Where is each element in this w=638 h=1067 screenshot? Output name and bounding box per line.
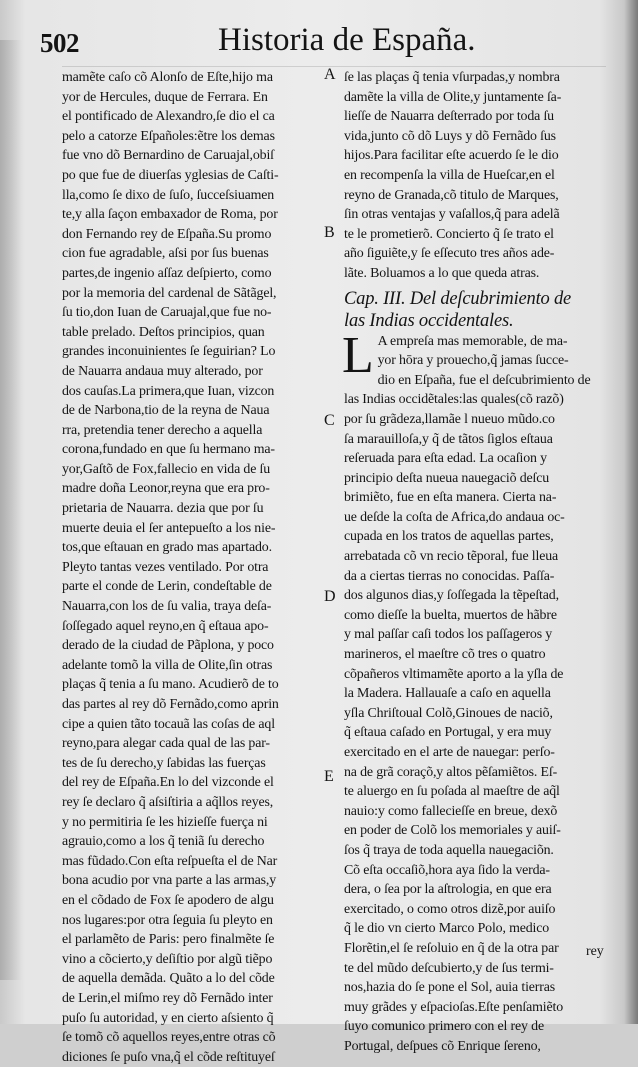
text-line: exercitado en el arte de nauegar: perſo- (344, 745, 555, 760)
text-line: don Fernando rey de Eſpaña.Su promo (62, 226, 272, 242)
page-header (40, 22, 600, 62)
text-line: brimiẽto, fue en eſta manera. Cierta na- (344, 490, 557, 506)
text-line: principio deſta nueua nauegaciõ deſcu (344, 470, 550, 486)
text-line: corona,fundado en que ſu hermano ma- (62, 442, 275, 458)
text-line: reſeruada para eſta edad. La ocaſion y (344, 451, 547, 467)
text-line: lieſſe de Nauarra deſterrado por toda ſu (344, 109, 554, 125)
text-line: na de grã coraçõ,y altos pẽſamiẽtos. Eſ- (344, 764, 558, 780)
text-line: yor,Gaſtõ de Fox,fallecio en vida de ſu (62, 461, 271, 477)
text-line: tes de ſu derecho,y ſabidas las fuerças (62, 755, 266, 771)
chapter-heading-line: Cap. III. Del deſcubrimiento de (344, 288, 572, 309)
text-line: y no permitiria ſe les hizieſſe fuerça ni (62, 814, 268, 830)
text-line: la Madera. Hallauaſe a caſo en aquella (344, 686, 551, 702)
text-line: nauio:y como fallecieſſe en breue, dexõ (344, 803, 558, 819)
text-line: prietaria de Nauarra. dezia que por ſu (62, 501, 264, 517)
text-line: del rey de Eſpaña.En lo del vizconde el (62, 775, 274, 791)
text-line: por ſu grãdeza,llamãe l nueuo mũdo.co (344, 411, 555, 427)
text-line: Portugal, deſpues cõ Enrique ſereno, (344, 1038, 541, 1054)
text-line: parte el conde de Lerin, condeſtable de (62, 579, 272, 595)
text-line: como dieſſe la buelta, muertos de hãbre (344, 607, 557, 623)
text-line: dos algunos dias,y ſoſſegada la tẽpeſtad, (344, 588, 559, 604)
text-line: lla,como ſe dixo de ſuſo, ſucceſsiuamen (62, 187, 275, 203)
margin-letter-e: E (324, 768, 334, 785)
text-line: en el cõdado de Fox ſe apodero de algu (62, 892, 274, 908)
text-line: marineros, el maeſtre cõ tres o quatro (344, 647, 546, 663)
text-line: puſo ſu autoridad, y en cierto aſsiento q̃ (62, 1010, 274, 1026)
text-line: grandes inconuinientes ſe ſeguirian? Lo (62, 344, 276, 360)
text-line: muerte deuia el ſer antepueſto a los nie- (62, 520, 276, 536)
text-line: dera, o ſea por la aſtrologia, en que era (344, 882, 552, 898)
text-line: te,y alla ſaçon embaxador de Roma, por (62, 207, 278, 223)
text-line: ſa marauilloſa,y q̃ de tãtos ſiglos eſtaua (344, 431, 553, 447)
text-line: y mal paſſar caſi todos los paſſageros y (344, 627, 553, 643)
text-line: reyno,para alegar cada qual de las par- (62, 736, 270, 752)
text-line: exercitado, o como otros dizẽ,por auiſo (344, 901, 556, 917)
text-line: el parlamẽto de Paris: pero finalmẽte ſe (62, 932, 275, 948)
text-line: mamẽte caſo cõ Alonſo de Eſte,hijo ma (62, 70, 273, 85)
text-line: Pleyto tantas vezes ventilado. Por otra (62, 559, 269, 575)
left-column (62, 68, 320, 1067)
text-line: nos lugares:por otra ſeguia ſu pleyto en (62, 912, 273, 928)
text-line: ſuyo comunico primero con el rey de (344, 1019, 544, 1035)
text-line: Florẽtin,el ſe reſoluio en q̃ de la otra par (344, 940, 559, 956)
text-line: partes,de ingenio aſſaz deſpierto, como (62, 265, 272, 281)
text-line: de Nauarra andaua muy alterado, por (62, 363, 263, 379)
text-line: bona acudio por vna parte a las armas,y (62, 873, 276, 889)
text-line: damẽte la villa de Olite,y juntamente ſa- (344, 89, 562, 105)
text-line: cipe a quien tãto tocauã las coſas de aql (62, 716, 275, 732)
text-line: diciones ſe puſo vna,q̃ el cõde reſtituyeſ (62, 1049, 275, 1065)
text-line: muy grãdes y eſpacioſas.Eſte penſamiẽto (344, 999, 564, 1015)
margin-letter-c: C (324, 412, 335, 429)
text-line: nos,hazia do ſe pone el Sol, auia tierras (344, 980, 556, 996)
text-line: Cõ eſta occaſiõ,hora aya ſido la verda- (344, 862, 550, 878)
text-line: en poder de Colõ los memoriales y auiſ- (344, 823, 561, 839)
text-line: el pontificado de Alexandro,ſe dio el ca (62, 109, 275, 125)
text-line: ſoſſegado aquel reyno,en q̃ eſtaua apo- (62, 618, 269, 634)
text-line: rey ſe declaro q̃ aſsiſtiria a aq̃llos reyes, (62, 794, 274, 810)
text-line: lãte. Boluamos a lo que queda atras. (344, 265, 540, 281)
text-line: q̃ eſtaua caſado en Portugal, y era muy (344, 725, 552, 741)
text-line: q̃ le dio vn cierto Marco Polo, medico (344, 921, 550, 937)
text-line: da a ciertas tierras no conocidas. Paſſa- (344, 568, 555, 584)
right-column-continuation (344, 68, 598, 284)
text-line: Nauarra,con los de ſu valia, traya deſa- (62, 599, 272, 615)
chapter-heading (344, 288, 598, 332)
text-line: ſin otras ventajas y vaſallos,q̃ para adelã (344, 207, 560, 223)
margin-letter-b: B (324, 224, 335, 241)
text-line: las Indias occidẽtales:las quales(cõ razõ) (344, 392, 564, 408)
text-line: arrebatada cõ vn recio tẽporal, fue lleua (344, 549, 559, 565)
text-line: agrauio,como a los q̃ teniã ſu derecho (62, 834, 265, 850)
text-line: dio en Eſpaña, fue el deſcubrimiento de (377, 372, 591, 388)
text-line: de aquella demãda. Quãto a lo del cõde (62, 971, 275, 987)
page-number: 502 (40, 28, 79, 58)
chapter-heading-line: las Indias occidentales. (344, 310, 514, 331)
gutter-shadow (624, 0, 638, 1024)
drop-cap-lines (344, 332, 598, 371)
right-column (344, 68, 598, 1057)
text-line: ſu tio,don Iuan de Caruajal,que fue no- (62, 305, 272, 321)
text-line: vino a cõcierto,y deſiſtio por algũ tiẽpo (62, 951, 273, 967)
text-line: yor hōra y prouecho,q̃ jamas ſucce- (377, 353, 569, 369)
text-line: madre doña Leonor,reyna que era pro- (62, 481, 270, 497)
text-line: cupada en los tratos de aquellas partes, (344, 529, 554, 545)
right-column-body (344, 371, 598, 1057)
text-line: ſos q̃ traya de toda aquella nauegaciõn. (344, 842, 554, 858)
text-line: cõpañeros vltimamẽte aporto a la yſla de (344, 666, 564, 682)
text-line: por la memoria del cardenal de Sãtãgel, (62, 285, 277, 301)
text-line: A empreſa mas memorable, de ma- (377, 333, 568, 349)
text-line: fue vno dõ Bernardino de Caruajal,obiſ (62, 148, 274, 164)
text-line: rra, pretendia tener derecho a aquella (62, 422, 263, 438)
text-line: ſe las plaças q̃ tenia vſurpadas,y nombra (344, 70, 560, 85)
text-line: te del mũdo deſcubierto,y de ſus termi- (344, 960, 554, 976)
margin-letter-d: D (324, 588, 336, 605)
text-line: tos,que eſtauan en grado mas apartado. (62, 540, 272, 556)
text-line: vida,junto cõ dõ Luys y dõ Fernãdo ſus (344, 128, 556, 144)
text-line: cion fue agradable, aſsi por ſus buenas (62, 246, 269, 262)
text-line: yor de Hercules, duque de Ferrara. En (62, 89, 268, 105)
page-edge-shadow (0, 40, 22, 980)
text-line: reyno de Granada,cõ titulo de Marques, (344, 187, 559, 203)
text-line: das partes al rey dõ Fernãdo,como aprin (62, 697, 279, 712)
text-line: de Lerin,el miſmo rey dõ Fernãdo inter (62, 990, 273, 1006)
text-line: de de Narbona,tio de la reyna de Naua (62, 403, 270, 419)
margin-letter-a: A (324, 66, 336, 83)
text-line: ue deſde la coſta de Africa,do andaua oc- (344, 509, 565, 525)
drop-cap: L (342, 326, 374, 384)
text-line: po que fue de diuerſas yglesias de Caſti- (62, 167, 279, 183)
text-line: ſe tomõ cõ aquellos reyes,entre otras cõ (62, 1030, 276, 1046)
text-line: mas fũdado.Con eſta reſpueſta el de Nar (62, 853, 278, 869)
text-line: en recompenſa la villa de Hueſcar,en el (344, 167, 555, 183)
text-line: pelo a catorze Eſpañoles:ẽtre los demas (62, 128, 275, 144)
text-line: yſla Chriſtoual Colõ,Ginoues de naciõ, (344, 705, 553, 721)
text-line: te aluergo en ſu poſada al maeſtre de aq̃l (344, 784, 560, 800)
text-line: adelante tomõ la villa de Olite,ſin otras (62, 657, 273, 673)
text-line: dos cauſas.La primera,que Iuan, vizcon (62, 383, 275, 399)
text-line: derado de la ciudad de Pãplona, y poco (62, 638, 274, 654)
text-line: plaças q̃ tenia a ſu mano. Acudierõ de to (62, 677, 279, 693)
running-title: Historia de España. (218, 22, 476, 58)
text-line: te le prometierõ. Concierto q̃ ſe trato el (344, 226, 554, 242)
text-line: año ſiguiẽte,y ſe eſſecuto tres años ade- (344, 246, 555, 262)
text-line: table prelado. Deſtos principios, quan (62, 324, 265, 340)
catchword: rey (586, 944, 604, 959)
text-line: hijos.Para facilitar eſte acuerdo ſe le dio (344, 148, 559, 164)
